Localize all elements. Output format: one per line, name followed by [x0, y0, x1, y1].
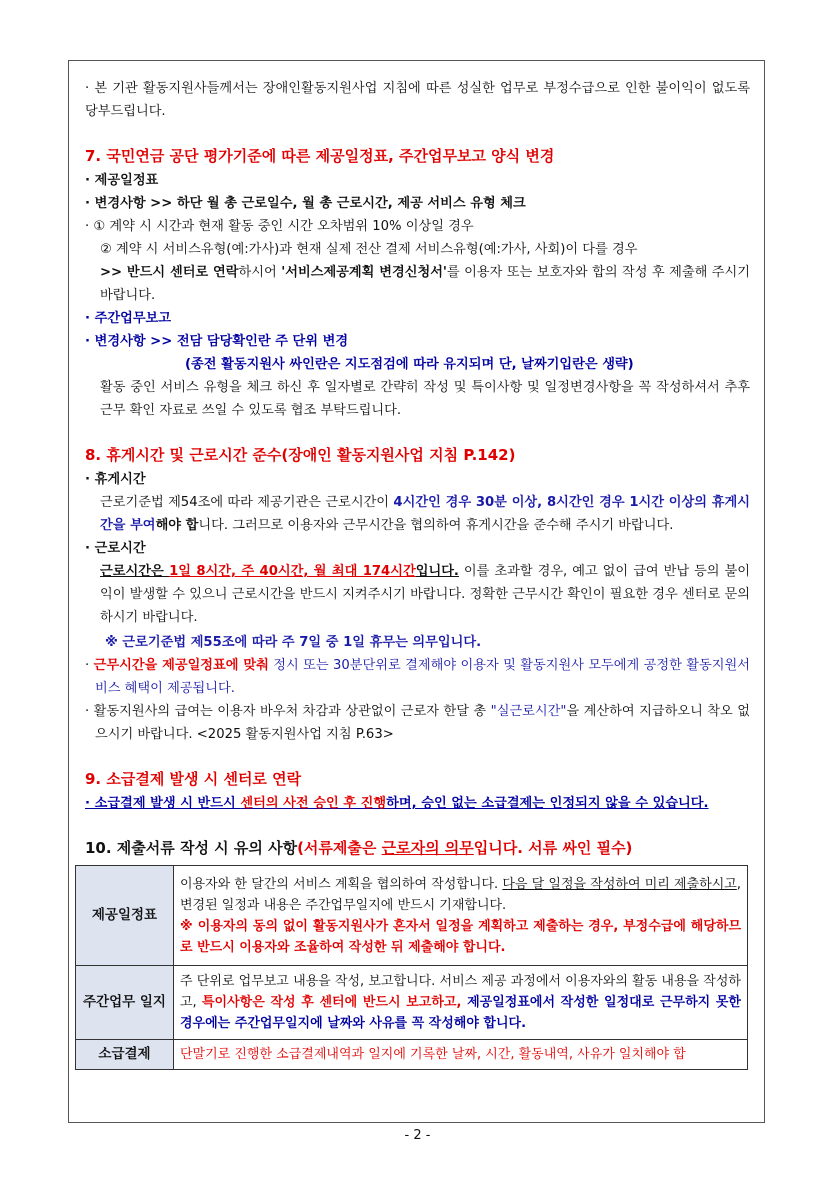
s8-sub-work: · 근로시간 — [85, 541, 146, 556]
document-content — [85, 77, 750, 1070]
s8-wage-a: · 활동지원사의 급여는 이용자 바우처 차감과 상관없이 근로자 한달 총 — [85, 704, 491, 719]
s7-change-1: · 변경사항 >> 하단 월 총 근로일수, 월 총 근로시간, 제공 서비스 유형 체크 — [85, 196, 526, 211]
page-number: - 2 - — [404, 1128, 431, 1143]
table-row — [76, 966, 748, 1040]
s7-body-2: 활동 중인 서비스 유형을 체크 하신 후 일자별로 간략히 작성 및 특이사항 및 일정변경사항을 꼭 작성하셔서 추후 근무 확인 자료로 쓰일 수 있도록 협조 부탁드립니다. — [100, 380, 750, 418]
s7-contact — [85, 261, 750, 307]
s8-work-c: 입니다. — [415, 564, 459, 579]
s8-sub-rest: · 휴게시간 — [85, 472, 146, 487]
s9-line — [85, 792, 750, 815]
s8-rest — [85, 491, 750, 537]
s7-note-2: (종전 활동지원사 싸인란은 지도점검에 따라 유지되며 단, 날짜기입란은 생략) — [185, 357, 634, 372]
s8-wage-b: "실근로시간" — [490, 704, 567, 719]
s9-line-a: · 소급결제 발생 시 반드시 — [85, 796, 241, 811]
section-7-title: 7. 국민연금 공단 평가기준에 따른 제공일정표, 주간업무보고 양식 변경 — [85, 147, 555, 165]
s7-item-2: ② 계약 시 서비스유형(예:가사)과 현재 실제 전산 결제 서비스유형(예:가사, 사회)이 다를 경우 — [100, 242, 638, 257]
s10-title-b: (서류제출은 — [297, 839, 382, 857]
s8-rest-a: 근로기준법 제54조에 따라 제공기관은 근로시간이 — [100, 495, 394, 510]
s8-work — [85, 560, 750, 629]
table-row — [76, 1040, 748, 1070]
table-row — [76, 866, 748, 966]
s7-change-2: · 변경사항 >> 전담 담당확인란 주 단위 변경 — [85, 334, 349, 349]
row-label-retro: 소급결제 — [76, 1040, 174, 1070]
s9-line-b: 센터의 사전 승인 후 진행 — [240, 796, 387, 811]
s8-wage-c: 을 계산하여 지급하오니 착오 없으시기 바랍니다. <2025 활동지원사업 지침 P.63> — [95, 704, 750, 742]
s8-pay — [85, 654, 750, 700]
s8-work-a: 근로시간은 — [100, 564, 170, 579]
section-8-title: 8. 휴게시간 및 근로시간 준수(장애인 활동지원사업 지침 P.142) — [85, 446, 516, 464]
row0-t1: 이용자와 한 달간의 서비스 계획을 협의하여 작성합니다. — [180, 876, 503, 892]
row1-t2: 특이사항은 작성 후 센터에 반드시 보고하고, — [201, 995, 462, 1010]
row-label-weekly: 주간업무 일지 — [76, 966, 174, 1040]
s7-item-1: · ① 계약 시 시간과 현재 활동 중인 시간 오차범위 10% 이상일 경우 — [85, 219, 474, 234]
s8-pay-c: 정시 또는 30분단위로 결제해야 이용자 및 활동지원사 모두에게 공정한 활동지원서비스 혜택이 제공됩니다. — [95, 658, 750, 696]
s8-rest-d: 니다. 그러므로 이용자와 근무시간을 협의하여 휴게시간을 준수해 주시기 바랍니다. — [198, 518, 674, 533]
s8-work-d: 이를 초과할 경우, 예고 없이 급여 반납 등의 불이익이 발생할 수 있으니 근로시간을 반드시 지켜주시기 바랍니다. 정확한 근무시간 확인이 필요한 경우 센터로 문의하시기 바랍니다. — [100, 564, 750, 625]
row1-t1: 주 단위로 업무보고 내용을 작성, 보고합니다. 서비스 제공 과정에서 이용자와의 활동 내용을 작성하고, — [180, 974, 741, 1010]
submission-table — [75, 865, 748, 1070]
s8-holiday: ※ 근로기준법 제55조에 따라 주 7일 중 1일 휴무는 의무입니다. — [105, 635, 482, 650]
row0-t4: ※ 이용자의 동의 없이 활동지원사가 혼자서 일정을 계획하고 제출하는 경우, 부정수급에 해당하므로 반드시 이용자와 조율하여 작성한 뒤 제출해야 합니다. — [180, 918, 741, 955]
row-content-retro: 단말기로 진행한 소급결제내역과 일지에 기록한 날짜, 시간, 활동내역, 사유가 일치해야 합 — [174, 1040, 748, 1070]
row0-t3: , 변경된 일정과 내용은 주간업무일지에 반드시 기재합니다. — [180, 876, 741, 913]
s8-rest-b: 4시간인 경우 30분 이상, 8시간인 경우 1시간 이상의 휴게시간을 부여 — [100, 495, 750, 533]
s10-title-d: 입니다. 서류 싸인 필수) — [473, 839, 633, 857]
s10-title-c: 근로자의 의무 — [381, 839, 474, 857]
s7-sub-schedule: · 제공일정표 — [85, 173, 159, 188]
s7-sub-weekly: · 주간업무보고 — [85, 311, 172, 326]
row-content-schedule — [174, 866, 748, 966]
s8-rest-c: 해야 합 — [155, 518, 199, 533]
section-9-title: 9. 소급결제 발생 시 센터로 연락 — [85, 770, 302, 788]
row1-t3: 제공일정표에서 작성한 일정대로 근무하지 못한 경우에는 주간업무일지에 날짜와 사유를 꼭 작성해야 합니다. — [180, 995, 741, 1031]
s7-contact-c: '서비스제공계획 변경신청서' — [281, 265, 447, 280]
section-10-title — [85, 835, 750, 861]
s8-wage — [85, 700, 750, 746]
row0-t2: 다음 달 일정을 작성하여 미리 제출하시고 — [502, 876, 737, 892]
s8-pay-b: 근무시간을 제공일정표에 맞춰 — [93, 658, 269, 673]
s10-title-a: 10. 제출서류 작성 시 유의 사항 — [85, 839, 298, 857]
intro-text: · 본 기관 활동지원사들께서는 장애인활동지원사업 지침에 따른 성실한 업무로 부정수급으로 인한 불이익이 없도록 당부드립니다. — [85, 81, 750, 119]
s7-contact-b: 하시어 — [238, 265, 282, 280]
s7-contact-a: >> 반드시 센터로 연락 — [100, 265, 239, 280]
row-label-schedule: 제공일정표 — [76, 866, 174, 966]
s9-line-c: 하며, 승인 없는 소급결제는 인정되지 않을 수 있습니다. — [386, 796, 709, 811]
s8-work-b: 1일 8시간, 주 40시간, 월 최대 174시간 — [169, 564, 416, 579]
s8-pay-a: · — [85, 658, 94, 673]
row-content-weekly — [174, 966, 748, 1040]
s7-contact-d: 를 이용자 또는 보호자와 합의 작성 후 제출해 주시기 바랍니다. — [100, 265, 750, 303]
